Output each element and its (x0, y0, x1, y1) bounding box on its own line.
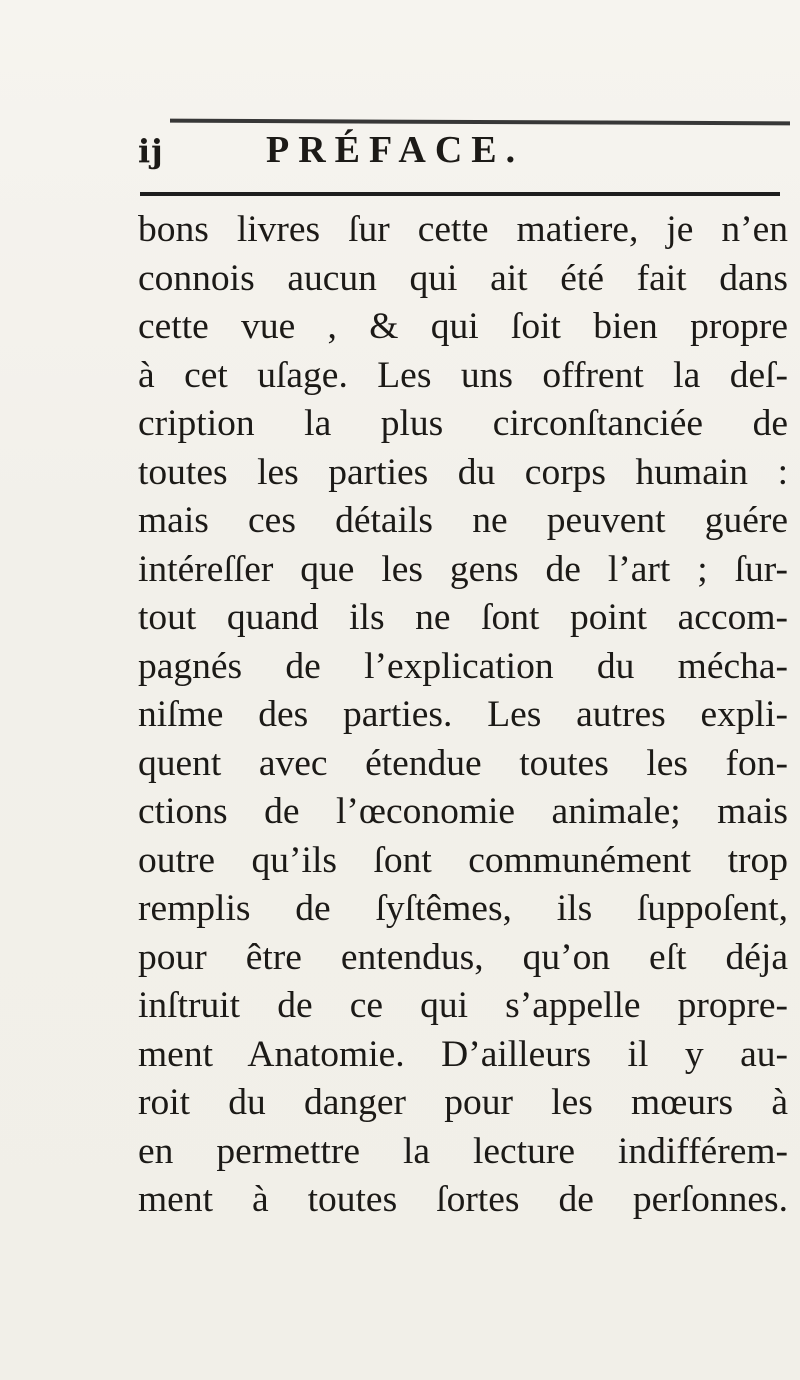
page-header (138, 128, 778, 188)
body-text (138, 206, 788, 1225)
text-line: bons livres ſur cette matiere, je n’en (138, 209, 788, 250)
text-line: tout quand ils ne ſont point accom- (138, 597, 788, 638)
text-line: remplis de ſyſtêmes, ils ſuppoſent, (138, 888, 788, 929)
text-line: cription la plus circonſtanciée de (138, 403, 788, 444)
page-number: ij (138, 132, 164, 170)
text-line: pagnés de l’explication du mécha- (138, 645, 788, 687)
top-rule (170, 119, 790, 126)
text-line: mais ces détails ne peuvent guére (138, 500, 788, 541)
text-line: ment à toutes ſortes de perſonnes. (138, 1179, 788, 1220)
text-line: en permettre la lecture indifférem- (138, 1130, 788, 1172)
text-line: connois aucun qui ait été fait dans (138, 257, 788, 299)
text-line: intéreſſer que les gens de l’art ; ſur- (138, 548, 788, 590)
text-line: ctions de l’œconomie animale; mais (138, 791, 788, 832)
text-line: niſme des parties. Les autres expli- (138, 694, 788, 735)
text-line: à cet uſage. Les uns offrent la deſ- (138, 354, 788, 396)
header-rule (140, 192, 780, 196)
text-line: outre qu’ils ſont communément trop (138, 839, 788, 881)
text-line: roit du danger pour les mœurs à (138, 1082, 788, 1123)
text-line: pour être entendus, qu’on eſt déja (138, 936, 788, 978)
text-line: inſtruit de ce qui s’appelle propre- (138, 985, 788, 1026)
text-line: ment Anatomie. D’ailleurs il y au- (138, 1033, 788, 1075)
text-line: quent avec étendue toutes les fon- (138, 742, 788, 784)
text-line: cette vue , & qui ſoit bien propre (138, 306, 788, 347)
text-line: toutes les parties du corps humain : (138, 451, 788, 493)
running-title: PRÉFACE. (266, 129, 525, 171)
